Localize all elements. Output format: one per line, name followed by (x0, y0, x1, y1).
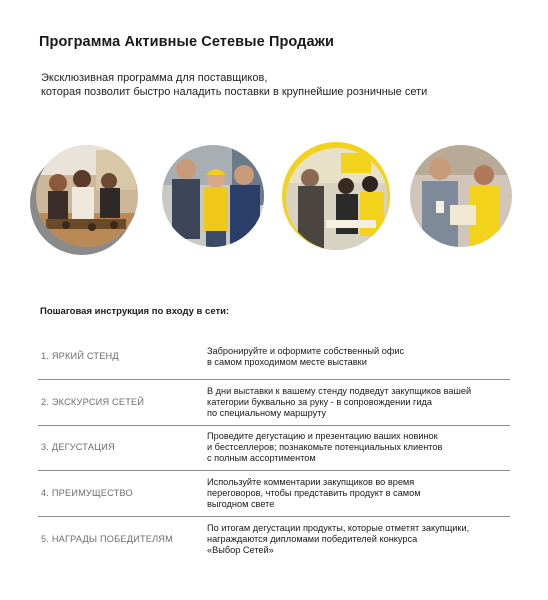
step-description (207, 334, 510, 380)
photo-tour-guide-image (162, 145, 264, 247)
step-description-line: с полным ассортиментом (207, 453, 316, 464)
step-description-line: по специальному маршруту (207, 407, 327, 418)
page-title: Программа Активные Сетевые Продажи (39, 34, 335, 50)
table-row (38, 471, 510, 517)
step-name: 3. ДЕГУСТАЦИЯ (38, 425, 207, 471)
step-description-line: В дни выставки к вашему стенду подведут закупщиков вашей (207, 385, 472, 396)
subtitle-line: Эксклюзивная программа для поставщиков, (41, 72, 268, 84)
step-description (207, 380, 510, 426)
photo-gallery (0, 140, 548, 255)
step-description-line: «Выбор Сетей» (207, 544, 274, 555)
step-description-line: в самом проходимом месте выставки (207, 356, 367, 367)
step-description-line: награждаются дипломами победителей конкурса (207, 533, 418, 544)
photo-tour-guide (162, 145, 264, 247)
step-description-line: выгодном свете (207, 498, 275, 509)
step-description-line: Забронируйте и оформите собственный офис (207, 345, 405, 356)
step-description-line: Проведите дегустацию и презентацию ваших новинок (207, 431, 438, 442)
photo-buyers-consultation (410, 145, 512, 247)
step-description (207, 516, 510, 562)
step-description-line: По итогам дегустации продукты, которые отметят закупщики, (207, 522, 470, 533)
step-description-line: и бестселлеров; познакомьте потенциальных клиентов (207, 442, 443, 453)
page-subtitle (41, 72, 427, 99)
table-row (38, 516, 510, 562)
step-description-line: категории буквально за руку - в сопровождении гида (207, 396, 433, 407)
step-name: 2. ЭКСКУРСИЯ СЕТЕЙ (38, 380, 207, 426)
photo-presentation (286, 148, 388, 250)
step-name: 5. НАГРАДЫ ПОБЕДИТЕЛЯМ (41, 533, 173, 544)
step-description (207, 471, 510, 517)
step-name: 4. ПРЕИМУЩЕСТВО (38, 471, 207, 517)
photo-buyers-consultation-image (410, 145, 512, 247)
subtitle-line: которая позволит быстро наладить поставки в крупнейшие розничные сети (41, 85, 428, 98)
photo-presentation-image (286, 148, 388, 250)
table-row (38, 425, 510, 471)
steps-table (38, 334, 510, 562)
step-description (207, 425, 510, 471)
table-row (38, 380, 510, 426)
step-description-line: переговоров, чтобы представить продукт в самом (207, 487, 421, 498)
step-description-line: Используйте комментарии закупщиков во время (207, 476, 415, 487)
step-name: 1. ЯРКИЙ СТЕНД (38, 334, 207, 380)
table-row (38, 334, 510, 380)
photo-tasting-stand-image (36, 145, 138, 247)
photo-tasting-stand (36, 145, 138, 247)
steps-heading: Пошаговая инструкция по входу в сети: (40, 306, 230, 317)
